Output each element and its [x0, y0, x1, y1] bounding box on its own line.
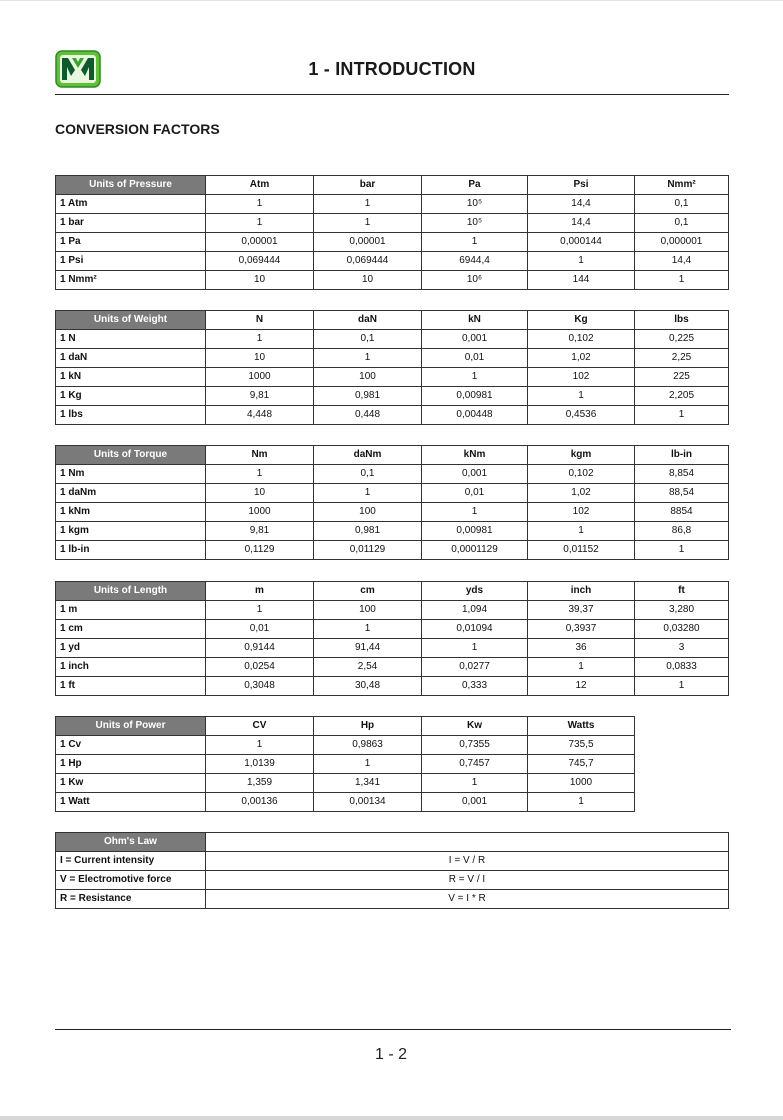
table-cell: 2,25 — [635, 349, 729, 368]
formula-cell: I = V / R — [206, 852, 729, 871]
table-row — [56, 541, 729, 560]
table-title: Units of Weight — [56, 311, 206, 330]
table-cell: 0,9863 — [314, 736, 422, 755]
table-title: Units of Power — [56, 717, 206, 736]
table-cell: 1 — [528, 252, 635, 271]
table-cell: 0,4536 — [528, 406, 635, 425]
power-table — [55, 716, 635, 812]
table-row — [56, 368, 729, 387]
table-cell: 1 — [314, 755, 422, 774]
table-cell: 4,448 — [206, 406, 314, 425]
column-header: Watts — [528, 717, 635, 736]
table-cell: 1 — [206, 601, 314, 620]
row-label: 1 lbs — [56, 406, 206, 425]
row-label: 1 Nmm² — [56, 271, 206, 290]
torque-table — [55, 445, 729, 560]
table-cell: 1 — [206, 214, 314, 233]
table-row — [56, 601, 729, 620]
column-header: Hp — [314, 717, 422, 736]
table-cell: 1 — [206, 330, 314, 349]
table-cell: 0,000001 — [635, 233, 729, 252]
column-header: inch — [528, 582, 635, 601]
table-cell: 10⁵ — [422, 214, 528, 233]
table-cell: 10⁶ — [422, 271, 528, 290]
table-cell: 3 — [635, 639, 729, 658]
column-header: kNm — [422, 446, 528, 465]
table-row — [56, 755, 635, 774]
table-cell: 100 — [314, 601, 422, 620]
table-cell: 1,02 — [528, 349, 635, 368]
row-label: 1 bar — [56, 214, 206, 233]
table-cell: 1,341 — [314, 774, 422, 793]
table-cell: 0,00134 — [314, 793, 422, 812]
table-cell: 0,225 — [635, 330, 729, 349]
table-cell: 745,7 — [528, 755, 635, 774]
table-cell: 0,0833 — [635, 658, 729, 677]
table-cell: 1 — [422, 774, 528, 793]
table-cell: 1 — [314, 349, 422, 368]
table-cell — [206, 833, 729, 852]
column-header: Nm — [206, 446, 314, 465]
formula-cell: V = I * R — [206, 890, 729, 909]
column-header: daN — [314, 311, 422, 330]
table-cell: 0,00981 — [422, 387, 528, 406]
table-cell: 12 — [528, 677, 635, 696]
table-cell: 10 — [206, 271, 314, 290]
table-title: Ohm's Law — [56, 833, 206, 852]
footer-divider — [55, 1029, 731, 1030]
table-cell: 0,3937 — [528, 620, 635, 639]
column-header: Pa — [422, 176, 528, 195]
column-header: ft — [635, 582, 729, 601]
column-header: kN — [422, 311, 528, 330]
column-header: Kg — [528, 311, 635, 330]
section-title: CONVERSION FACTORS — [55, 121, 220, 137]
table-header-row — [56, 717, 635, 736]
row-label: 1 daNm — [56, 484, 206, 503]
table-row — [56, 484, 729, 503]
table-header-row — [56, 833, 729, 852]
table-cell: 735,5 — [528, 736, 635, 755]
table-cell: 8,854 — [635, 465, 729, 484]
page-number: 1 - 2 — [374, 1046, 407, 1063]
table-cell: 0,0277 — [422, 658, 528, 677]
table-cell: 102 — [528, 368, 635, 387]
table-row — [56, 793, 635, 812]
table-cell: 86,8 — [635, 522, 729, 541]
table-cell: 0,069444 — [314, 252, 422, 271]
table-cell: 0,00001 — [206, 233, 314, 252]
table-row — [56, 252, 729, 271]
row-label: 1 Watt — [56, 793, 206, 812]
table-cell: 0,000144 — [528, 233, 635, 252]
weight-table — [55, 310, 729, 425]
table-cell: 1000 — [206, 368, 314, 387]
table-cell: 0,333 — [422, 677, 528, 696]
table-row — [56, 639, 729, 658]
table-cell: 0,001 — [422, 465, 528, 484]
table-row — [56, 852, 729, 871]
table-row — [56, 387, 729, 406]
row-label: 1 Hp — [56, 755, 206, 774]
table-row — [56, 890, 729, 909]
table-title: Units of Length — [56, 582, 206, 601]
row-label: 1 kgm — [56, 522, 206, 541]
table-row — [56, 503, 729, 522]
column-header: m — [206, 582, 314, 601]
row-label: 1 kNm — [56, 503, 206, 522]
table-row — [56, 522, 729, 541]
table-row — [56, 406, 729, 425]
table-cell: 1000 — [206, 503, 314, 522]
row-label: 1 daN — [56, 349, 206, 368]
table-cell: 0,01 — [422, 349, 528, 368]
table-cell: 0,3048 — [206, 677, 314, 696]
table-row — [56, 871, 729, 890]
mv-logo-icon — [55, 50, 101, 88]
table-cell: 1 — [314, 214, 422, 233]
table-cell: 0,7355 — [422, 736, 528, 755]
row-label: 1 Psi — [56, 252, 206, 271]
table-cell: 1 — [422, 503, 528, 522]
table-cell: 0,0001129 — [422, 541, 528, 560]
table-cell: 9,81 — [206, 522, 314, 541]
table-cell: 10⁵ — [422, 195, 528, 214]
column-header: N — [206, 311, 314, 330]
row-label: 1 ft — [56, 677, 206, 696]
table-cell: 0,01 — [422, 484, 528, 503]
table-cell: 1,02 — [528, 484, 635, 503]
table-row — [56, 658, 729, 677]
page-title: 1 - INTRODUCTION — [308, 59, 476, 79]
length-table — [55, 581, 729, 696]
row-label: 1 N — [56, 330, 206, 349]
row-label: 1 Kg — [56, 387, 206, 406]
table-row — [56, 195, 729, 214]
table-cell: 1 — [528, 658, 635, 677]
row-label: I = Current intensity — [56, 852, 206, 871]
row-label: 1 Pa — [56, 233, 206, 252]
table-cell: 0,1 — [314, 330, 422, 349]
row-label: V = Electromotive force — [56, 871, 206, 890]
table-cell: 3,280 — [635, 601, 729, 620]
table-row — [56, 677, 729, 696]
row-label: 1 Cv — [56, 736, 206, 755]
table-cell: 0,01 — [206, 620, 314, 639]
table-cell: 1,094 — [422, 601, 528, 620]
column-header: lb-in — [635, 446, 729, 465]
table-cell: 2,205 — [635, 387, 729, 406]
row-label: 1 kN — [56, 368, 206, 387]
table-row — [56, 330, 729, 349]
row-label: 1 yd — [56, 639, 206, 658]
table-cell: 14,4 — [528, 214, 635, 233]
row-label: 1 Atm — [56, 195, 206, 214]
table-cell: 0,069444 — [206, 252, 314, 271]
table-cell: 225 — [635, 368, 729, 387]
table-cell: 1 — [206, 195, 314, 214]
table-row — [56, 271, 729, 290]
row-label: R = Resistance — [56, 890, 206, 909]
table-cell: 0,1 — [314, 465, 422, 484]
ohms-law-table — [55, 832, 729, 909]
table-title: Units of Pressure — [56, 176, 206, 195]
table-cell: 0,1129 — [206, 541, 314, 560]
table-cell: 1 — [635, 406, 729, 425]
table-row — [56, 736, 635, 755]
table-cell: 100 — [314, 503, 422, 522]
table-cell: 1 — [422, 368, 528, 387]
table-cell: 0,102 — [528, 465, 635, 484]
row-label: 1 inch — [56, 658, 206, 677]
row-label: 1 m — [56, 601, 206, 620]
table-cell: 30,48 — [314, 677, 422, 696]
column-header: Atm — [206, 176, 314, 195]
table-cell: 10 — [206, 484, 314, 503]
table-cell: 0,001 — [422, 793, 528, 812]
table-cell: 0,03280 — [635, 620, 729, 639]
column-header: cm — [314, 582, 422, 601]
table-cell: 1 — [635, 677, 729, 696]
table-cell: 102 — [528, 503, 635, 522]
table-cell: 10 — [206, 349, 314, 368]
table-cell: 91,44 — [314, 639, 422, 658]
table-row — [56, 620, 729, 639]
column-header: CV — [206, 717, 314, 736]
table-cell: 1 — [528, 793, 635, 812]
table-row — [56, 233, 729, 252]
table-cell: 1,359 — [206, 774, 314, 793]
column-header: daNm — [314, 446, 422, 465]
table-cell: 0,00981 — [422, 522, 528, 541]
table-cell: 14,4 — [528, 195, 635, 214]
table-cell: 0,00448 — [422, 406, 528, 425]
table-row — [56, 774, 635, 793]
table-cell: 0,01152 — [528, 541, 635, 560]
column-header: kgm — [528, 446, 635, 465]
table-row — [56, 465, 729, 484]
table-cell: 39,37 — [528, 601, 635, 620]
table-cell: 1,0139 — [206, 755, 314, 774]
table-cell: 0,1 — [635, 214, 729, 233]
table-cell: 100 — [314, 368, 422, 387]
table-cell: 8854 — [635, 503, 729, 522]
table-cell: 0,01094 — [422, 620, 528, 639]
column-header: Nmm² — [635, 176, 729, 195]
column-header: Kw — [422, 717, 528, 736]
table-cell: 1 — [314, 195, 422, 214]
column-header: yds — [422, 582, 528, 601]
table-cell: 1 — [528, 522, 635, 541]
table-cell: 144 — [528, 271, 635, 290]
table-cell: 1 — [314, 484, 422, 503]
row-label: 1 lb-in — [56, 541, 206, 560]
table-cell: 0,01129 — [314, 541, 422, 560]
table-header-row — [56, 176, 729, 195]
table-cell: 1 — [635, 271, 729, 290]
table-cell: 9,81 — [206, 387, 314, 406]
table-cell: 0,001 — [422, 330, 528, 349]
table-row — [56, 214, 729, 233]
table-header-row — [56, 582, 729, 601]
table-cell: 1 — [635, 541, 729, 560]
table-cell: 14,4 — [635, 252, 729, 271]
table-cell: 1 — [314, 620, 422, 639]
table-cell: 1 — [422, 233, 528, 252]
column-header: bar — [314, 176, 422, 195]
table-cell: 0,7457 — [422, 755, 528, 774]
row-label: 1 Nm — [56, 465, 206, 484]
table-cell: 1 — [422, 639, 528, 658]
table-cell: 0,9144 — [206, 639, 314, 658]
table-header-row — [56, 446, 729, 465]
row-label: 1 Kw — [56, 774, 206, 793]
pressure-table — [55, 175, 729, 290]
table-cell: 0,0254 — [206, 658, 314, 677]
table-cell: 0,00001 — [314, 233, 422, 252]
column-header: lbs — [635, 311, 729, 330]
table-cell: 1000 — [528, 774, 635, 793]
header-divider — [55, 94, 729, 95]
table-cell: 1 — [206, 736, 314, 755]
table-cell: 2,54 — [314, 658, 422, 677]
table-title: Units of Torque — [56, 446, 206, 465]
table-cell: 0,448 — [314, 406, 422, 425]
formula-cell: R = V / I — [206, 871, 729, 890]
table-cell: 0,1 — [635, 195, 729, 214]
table-cell: 88,54 — [635, 484, 729, 503]
column-header: Psi — [528, 176, 635, 195]
table-cell: 0,00136 — [206, 793, 314, 812]
table-cell: 10 — [314, 271, 422, 290]
table-cell: 0,981 — [314, 522, 422, 541]
table-cell: 1 — [206, 465, 314, 484]
table-cell: 0,981 — [314, 387, 422, 406]
table-row — [56, 349, 729, 368]
table-cell: 0,102 — [528, 330, 635, 349]
row-label: 1 cm — [56, 620, 206, 639]
table-cell: 6944,4 — [422, 252, 528, 271]
table-cell: 1 — [528, 387, 635, 406]
table-cell: 36 — [528, 639, 635, 658]
table-header-row — [56, 311, 729, 330]
